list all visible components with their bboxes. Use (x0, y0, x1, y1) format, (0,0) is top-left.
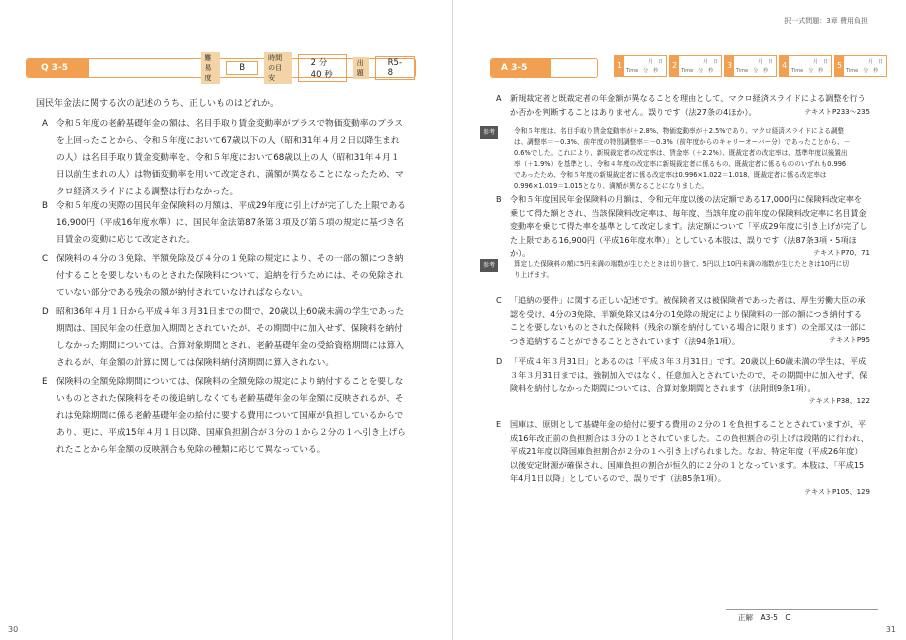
reference-note (483, 126, 852, 192)
study-date-boxes (614, 55, 887, 77)
difficulty-label: 難易度 (201, 52, 221, 84)
choice-e (42, 374, 406, 459)
choice-d (42, 304, 406, 372)
choice-mark: B (42, 201, 48, 211)
time-label: 時間の目安 (264, 52, 292, 84)
date-bottom: Time 分 秒 (791, 68, 824, 74)
page-gutter (452, 0, 453, 640)
answer-text: 「追納の要件」に関する正しい記述です。被保険者又は被保険者であった者は、厚生労働大臣の承認を受け、4分の3免除、半額免除又は4分の1免除の規定により保険料の一部の額につき納付することを要しないものとされた保険料（残余の額を納付している場合に限ります）の全部又は一部につき追納することができることとされています（法94条1項）。 (510, 295, 867, 346)
answer-e (496, 418, 870, 496)
correct-answer-box: 正解 A3-5 C (726, 609, 878, 626)
answer-a (496, 92, 870, 119)
date-bottom: Time 分 秒 (681, 68, 714, 74)
text-reference: テキストP233～235 (804, 108, 870, 116)
question-page (0, 0, 452, 640)
reference-note (483, 259, 852, 281)
date-top: 月 日 (702, 59, 718, 65)
choice-a (42, 116, 406, 201)
date-box[interactable] (724, 55, 777, 77)
note-tag: 参考 (480, 126, 498, 139)
question-header-bar (26, 54, 416, 82)
question-meta (201, 52, 416, 84)
choice-mark: D (42, 307, 49, 317)
difficulty-value: B (226, 61, 258, 75)
time-value: 2 分 40 秒 (298, 54, 347, 82)
answer-mark: C (496, 295, 502, 305)
date-box[interactable] (614, 55, 667, 77)
note-tag: 参考 (480, 259, 498, 272)
choice-mark: E (42, 377, 48, 387)
text-reference: テキストP95 (829, 336, 870, 344)
date-top: 月 日 (647, 59, 663, 65)
date-box-number: 2 (670, 56, 679, 76)
answer-c (496, 294, 870, 348)
choice-text: 昭和36年４月１日から平成４年３月31日までの間で、20歳以上60歳未満の学生であった期間は、国民年金の任意加入期間とされていたが、その期間中に加入せず、保険料を納付しなかった期間については、合算対象期間とされ、老齢基礎年金の受給資格期間には算入されるが、年金額の計算に関しては保険料納付済期間に算入されない。 (56, 307, 405, 368)
choice-c (42, 251, 406, 302)
choice-mark: C (42, 254, 49, 264)
answer-id: A 3-5 (491, 59, 551, 77)
answer-b (496, 193, 870, 261)
date-box-number: 1 (615, 56, 624, 76)
date-bottom: Time 分 秒 (846, 68, 879, 74)
running-head: 択一式問題：3章 費用負担 (784, 17, 868, 25)
note-text: 算定した保険料の額に5円未満の端数が生じたときは切り捨て、5円以上10円未満の端数が生じたときは10円に切り上げます。 (514, 260, 849, 279)
choice-text: 保険料の４分の３免除、半額免除及び４分の１免除の規定により、その一部の額につき納付することを要しないものとされた保険料について、追納を行うためには、その免除されていない部分である残余の額が納付されていなければならない。 (56, 254, 404, 298)
text-reference: テキストP38、122 (808, 397, 870, 405)
choice-text: 保険料の全額免除期間については、保険料の全額免除の規定により納付することを要しないものとされた保険料をその後追納しなくても老齢基礎年金の年金額に反映されるが、それは免除期間に係る老齢基礎年金の給付に要する費用について国庫が負担しているからであり、更に、平成15年４月１日以降、国庫負担割合が３分の１から２分の１へ引き上げられたことから年金額の反映割合も免除の種類に応じて異なっている。 (56, 377, 406, 455)
text-reference: テキストP105、129 (804, 488, 870, 496)
answer-text: 「平成４年３月31日」とあるのは「平成３年３月31日」です。20歳以上60歳未満の学生は、平成３年３月31日までは、強制加入ではなく、任意加入とされていたので、その期間中に加入せず、保険料を納付しなかった期間については、合算対象期間とされます（法附則9条1項）。 (510, 356, 868, 393)
date-top: 月 日 (867, 59, 883, 65)
answer-d (496, 355, 870, 405)
date-box-number: 5 (835, 56, 844, 76)
choice-text: 令和５年度の実際の国民年金保険料の月額は、平成29年度に引上げが完了した上限である16,900円（平成16年度水準）に、国民年金法第87条第３項及び第５項の規定に基づき名目賃金の変動に応じて改定された。 (56, 201, 406, 245)
date-box[interactable] (834, 55, 887, 77)
answer-mark: E (496, 419, 502, 429)
date-bottom: Time 分 秒 (736, 68, 769, 74)
answer-text: 国庫は、原則として基礎年金の給付に要する費用の２分の１を負担することとされていますが、平成16年改正前の負担割合は３分の１とされていました。この負担割合の引上げは段階的に行われ、平成21年度以降国庫負担割合が２分の１へ引き上げられました。なお、特定年度（平成26年度）以後安定財源が確保され、国庫負担の割合が恒久的に２分の１となっています。本肢は、「平成15年4月1日以降」としているので、誤りです（法85条1項）。 (510, 419, 869, 483)
date-box[interactable] (779, 55, 832, 77)
answer-mark: B (496, 194, 502, 204)
exam-label: 出題 (353, 57, 369, 79)
answer-text: 新規裁定者と既裁定者の年金額が異なることを理由として、マクロ経済スライドによる調整を行うか否かを判断することはありません。誤りです（法27条の4ほか）。 (510, 93, 866, 117)
page-number-right: 31 (885, 625, 896, 634)
date-bottom: Time 分 秒 (626, 68, 659, 74)
date-box-number: 4 (780, 56, 789, 76)
exam-value: R5-8 (375, 56, 415, 80)
question-intro: 国民年金法に関する次の記述のうち、正しいものはどれか。 (36, 99, 280, 109)
page-number-left: 30 (8, 625, 19, 634)
choice-b (42, 198, 406, 249)
date-top: 月 日 (757, 59, 773, 65)
choice-text: 令和５年度の老齢基礎年金の額は、名目手取り賃金変動率がプラスで物価変動率のプラスを上回ったことから、令和５年度において67歳以下の人（昭和31年４月２日以降生まれの人）は名目手取り賃金変動率を、令和５年度において68歳以上の人（昭和31年４月１日以前生まれの人）は物価変動率を用いて改定され、満額が異なることになったため、マクロ経済スライドによる調整は行わなかった。 (56, 119, 404, 197)
date-box-number: 3 (725, 56, 734, 76)
date-top: 月 日 (812, 59, 828, 65)
text-reference: テキストP70、71 (813, 249, 870, 257)
answer-page (454, 0, 906, 640)
answer-header-bar (490, 58, 598, 78)
answer-mark: A (496, 93, 502, 103)
note-text: 令和５年度は、名目手取り賃金変動率が＋2.8%、物価変動率が＋2.5%であり、マクロ経済スライドによる調整は、調整率＝－0.3%、前年度の特別調整率＝－0.3%（前年度からのキャリーオーバー分）であったことから、－0.6%でした。これにより、新規裁定者の改定率は、賃金率（＋2.2%）、既裁定者の改定率は、基準年度以後置出率（＋1.9%）を基準とし、令和４年度の改定率に新規裁定者に係るもの、既裁定者に係るもののいずれも0.996であったため、令和５年度の新規裁定者に係る改定率は0.996×1.022＝1.018、既裁定者に係る改定率は0.996×1.019＝1.015となり、満額が異なることになりました。 (514, 127, 851, 190)
answer-text: 令和５年度国民年金保険料の月額は、令和元年度以後の法定額である17,000円に保険料改定率を乗じて得た額とされ、当該保険料改定率は、毎年度、当該年度の前年度の保険料改定率に名目賃金変動率を乗じて得た率を基準として改定します。法定額について「平成29年度に引き上げが完了した上限である16,900円（平成16年度水準）」としている本肢は、誤りです（法87条3項・5項ほか）。 (510, 194, 868, 258)
date-box[interactable] (669, 55, 722, 77)
choice-mark: A (42, 119, 48, 129)
question-id: Q 3-5 (27, 59, 89, 77)
answer-mark: D (496, 356, 503, 366)
